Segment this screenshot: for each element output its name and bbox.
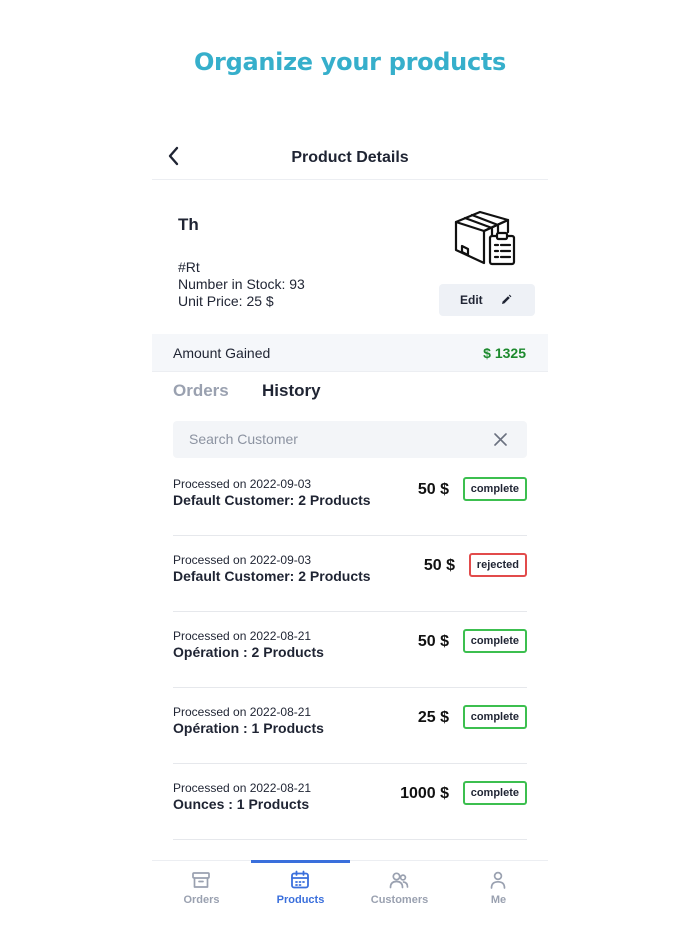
tabbar-item-customers[interactable]: [350, 861, 449, 934]
tabbar-label: Me: [490, 894, 507, 906]
history-title: Default Customer: 2 Products: [173, 568, 371, 584]
history-amount: 50 $: [417, 481, 449, 498]
history-row[interactable]: [173, 611, 527, 688]
user-icon: [488, 870, 508, 890]
status-badge: rejected: [469, 553, 527, 577]
tabbar-item-products[interactable]: [251, 861, 350, 934]
history-title: Opération : 2 Products: [173, 644, 324, 660]
amount-gained-value: $ 1325: [483, 345, 526, 361]
status-badge: complete: [463, 477, 527, 501]
tabbar-label: Customers: [370, 894, 429, 906]
status-badge: complete: [463, 705, 527, 729]
history-row[interactable]: [173, 459, 527, 536]
bottom-tab-bar: [152, 860, 548, 934]
history-row[interactable]: [173, 763, 527, 840]
status-badge: complete: [463, 629, 527, 653]
amount-gained-label: Amount Gained: [173, 345, 271, 361]
history-date: Processed on 2022-09-03: [173, 477, 312, 491]
product-name: Th: [178, 215, 199, 234]
product-price: Unit Price: 25 $: [178, 293, 274, 309]
tabbar-item-me[interactable]: [449, 861, 548, 934]
history-date: Processed on 2022-08-21: [173, 629, 312, 643]
app-screen: [152, 132, 548, 934]
history-amount: 1000 $: [400, 785, 449, 802]
history-title: Default Customer: 2 Products: [173, 492, 371, 508]
pencil-icon: [500, 294, 512, 306]
history-date: Processed on 2022-09-03: [173, 553, 312, 567]
close-icon[interactable]: [494, 433, 507, 446]
history-row[interactable]: [173, 687, 527, 764]
history-title: Ounces : 1 Products: [173, 796, 310, 812]
history-row[interactable]: [173, 535, 527, 612]
tabbar-label: Products: [276, 894, 325, 906]
tabbar-item-orders[interactable]: [152, 861, 251, 934]
status-badge: complete: [463, 781, 527, 805]
page-title: Product Details: [291, 149, 409, 166]
product-sku: #Rt: [178, 259, 200, 275]
history-amount: 25 $: [417, 709, 449, 726]
edit-button-label: Edit: [460, 293, 483, 307]
calendar-icon: [290, 870, 310, 890]
tab-orders[interactable]: Orders: [173, 381, 229, 400]
archive-box-icon: [191, 870, 211, 890]
search-box: [173, 421, 527, 458]
page-headline: Organize your products: [193, 48, 507, 76]
edit-button[interactable]: [439, 284, 535, 316]
active-tab-indicator: [251, 860, 350, 863]
users-icon: [389, 870, 409, 890]
history-date: Processed on 2022-08-21: [173, 781, 312, 795]
history-amount: 50 $: [423, 557, 455, 574]
history-title: Opération : 1 Products: [173, 720, 324, 736]
search-input[interactable]: [189, 429, 479, 449]
history-date: Processed on 2022-08-21: [173, 705, 312, 719]
tab-history[interactable]: History: [262, 381, 321, 400]
product-box-clipboard-icon: [452, 206, 518, 268]
tabbar-label: Orders: [183, 894, 220, 906]
product-stock: Number in Stock: 93: [178, 276, 305, 292]
amount-gained-bar: [152, 334, 548, 372]
history-amount: 50 $: [417, 633, 449, 650]
navbar: [152, 132, 548, 180]
